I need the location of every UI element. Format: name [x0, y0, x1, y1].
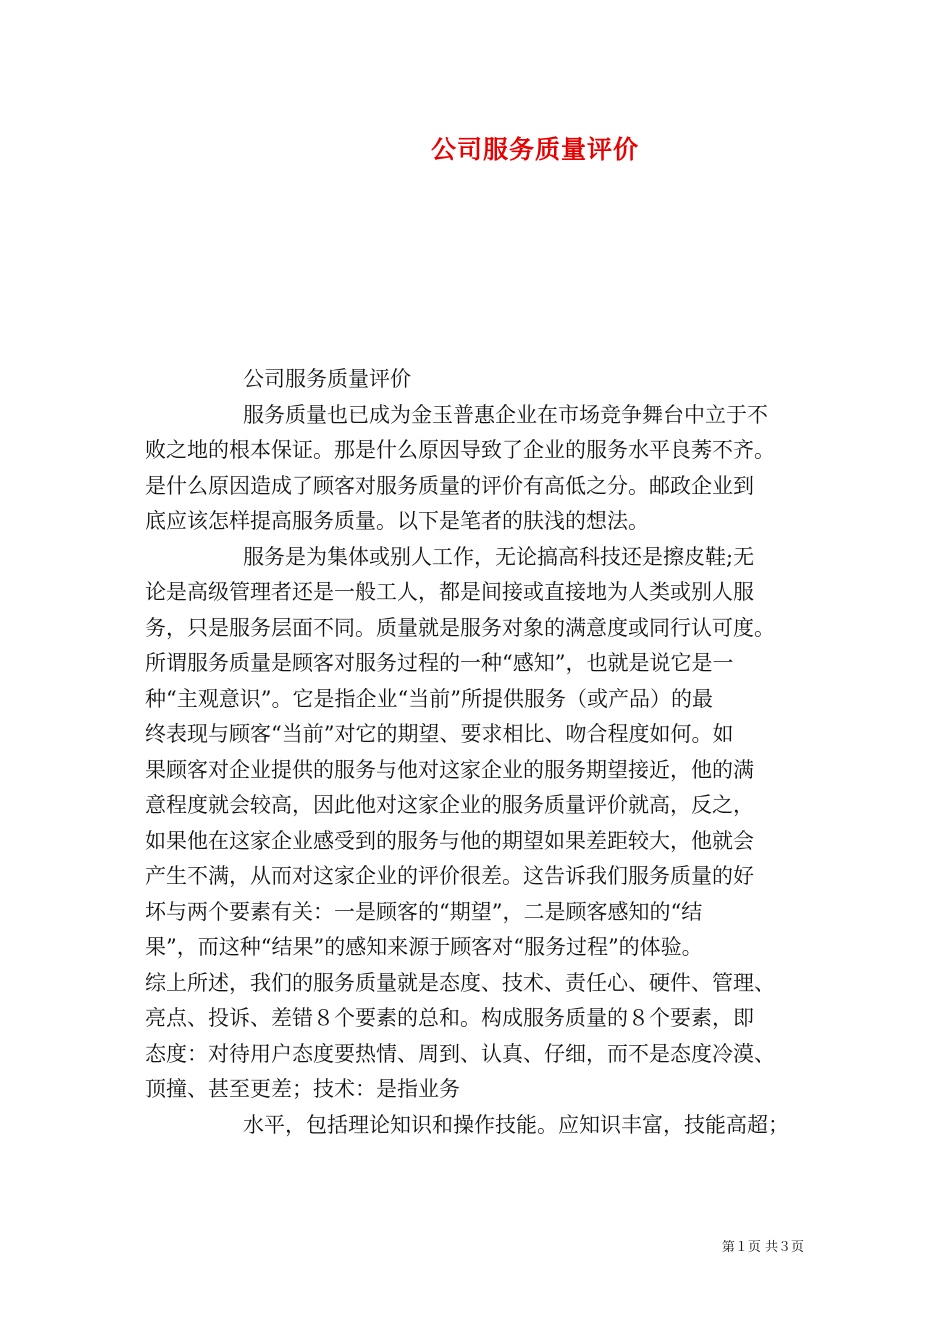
page-number: 第１页 共３页: [721, 1240, 804, 1255]
body-line: 亮点、投诉、差错８个要素的总和。构成服务质量的８个要素，即: [145, 1006, 754, 1030]
body-line: 意程度就会较高，因此他对这家企业的服务质量评价就高，反之，: [145, 793, 754, 817]
body-line: 务，只是服务层面不同。质量就是服务对象的满意度或同行认可度。: [145, 615, 775, 640]
body-line: 顶撞、甚至更差；技术：是指业务: [145, 1077, 460, 1101]
body-line: 综上所述，我们的服务质量就是态度、技术、责任心、硬件、管理、: [145, 970, 775, 995]
body-line: 是什么原因造成了顾客对服务质量的评价有高低之分。邮政企业到: [145, 473, 754, 498]
body-line: 终表现与顾客“当前”对它的期望、要求相比、吻合程度如何。如: [145, 722, 734, 746]
body-line: 态度：对待用户态度要热情、周到、认真、仔细，而不是态度冷漠、: [145, 1041, 775, 1066]
body-line: 所谓服务质量是顾客对服务过程的一种“感知”，也就是说它是一: [145, 651, 734, 675]
document-title: 公司服务质量评价: [430, 135, 639, 164]
body-line: 果”，而这种“结果”的感知来源于顾客对“服务过程”的体验。: [145, 935, 703, 959]
body-line: 底应该怎样提高服务质量。以下是笔者的肤浅的想法。: [145, 509, 649, 533]
body-line: 坏与两个要素有关：一是顾客的“期望”，二是顾客感知的“结: [145, 899, 703, 924]
body-line: 服务质量也已成为金玉普惠企业在市场竞争舞台中立于不: [243, 402, 768, 427]
body-line: 公司服务质量评价: [243, 367, 411, 391]
body-line: 论是高级管理者还是一般工人，都是间接或直接地为人类或别人服: [145, 580, 754, 604]
body-line: 产生不满，从而对这家企业的评价很差。这告诉我们服务质量的好: [145, 864, 754, 888]
body-line: 服务是为集体或别人工作，无论搞高科技还是擦皮鞋;无: [243, 544, 755, 569]
document-body: [145, 362, 815, 1143]
body-line: 果顾客对企业提供的服务与他对这家企业的服务期望接近，他的满: [145, 757, 754, 782]
body-line: 败之地的根本保证。那是什么原因导致了企业的服务水平良莠不齐。: [145, 438, 775, 462]
body-line: 水平，包括理论知识和操作技能。应知识丰富，技能高超；: [243, 1112, 789, 1137]
body-line: 种“主观意识”。它是指企业“当前”所提供服务（或产品）的最: [145, 686, 713, 711]
body-line: 如果他在这家企业感受到的服务与他的期望如果差距较大，他就会: [145, 828, 754, 853]
